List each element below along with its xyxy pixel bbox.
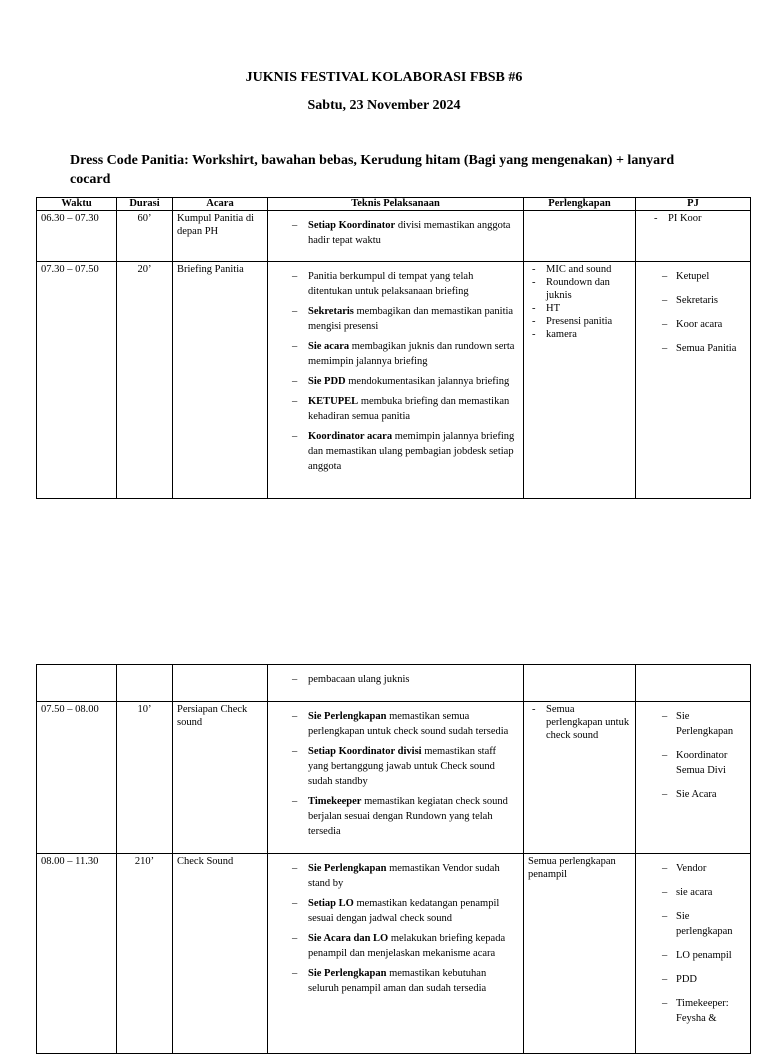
teknis-role: Timekeeper (308, 796, 362, 807)
list-item: – Sie Perlengkapan (640, 709, 746, 739)
cell-perlengkapan (524, 211, 636, 262)
header-teknis: Teknis Pelaksanaan (268, 198, 524, 211)
schedule-table-page-1 (36, 197, 751, 499)
header-durasi: Durasi (117, 198, 173, 211)
list-item: - Roundown dan juknis (528, 276, 631, 302)
table-row (37, 211, 751, 262)
cell-acara: Check Sound (173, 854, 268, 1054)
cell-teknis (268, 702, 524, 854)
teknis-item: – KETUPEL membuka briefing dan memastikan kehadiran semua panitia (272, 394, 517, 424)
teknis-role: Setiap Koordinator divisi (308, 746, 422, 757)
list-item: – Timekeeper: Feysha & (640, 996, 746, 1026)
list-item: – Sie perlengkapan (640, 909, 746, 939)
list-item: – Vendor (640, 861, 746, 876)
teknis-item: – Sie acara membagikan juknis dan rundown serta memimpin jalannya briefing (272, 339, 517, 369)
list-item: – LO penampil (640, 948, 746, 963)
header-perlengkapan: Perlengkapan (524, 198, 636, 211)
cell-acara (173, 665, 268, 702)
teknis-role: Setiap Koordinator (308, 220, 396, 231)
list-item: – Semua Panitia (640, 341, 746, 356)
list-item: - kamera (528, 328, 631, 341)
teknis-item: – Panitia berkumpul di tempat yang telah ditentukan untuk pelaksanaan briefing (272, 269, 517, 299)
teknis-item: – Setiap LO memastikan kedatangan penampil sesuai dengan jadwal check sound (272, 896, 517, 926)
teknis-role: Setiap LO (308, 898, 354, 909)
teknis-role: Sie Perlengkapan (308, 711, 387, 722)
schedule-table-page-2 (36, 664, 751, 1054)
teknis-role: Sie PDD (308, 376, 346, 387)
cell-waktu: 06.30 – 07.30 (37, 211, 117, 262)
teknis-role: Koordinator acara (308, 431, 393, 442)
cell-perlengkapan (524, 665, 636, 702)
list-item: – Sekretaris (640, 293, 746, 308)
cell-waktu: 07.50 – 08.00 (37, 702, 117, 854)
table-row (37, 702, 751, 854)
list-item: – PDD (640, 972, 746, 987)
teknis-item: – Sie Perlengkapan memastikan kebutuhan seluruh penampil aman dan sudah tersedia (272, 966, 517, 996)
cell-pj (636, 262, 751, 499)
table-row (37, 262, 751, 499)
teknis-item: – pembacaan ulang juknis (272, 672, 517, 687)
dress-code: Dress Code Panitia: Workshirt, bawahan bebas, Kerudung hitam (Bagi yang mengenakan) + lanyard cocard (70, 153, 675, 187)
cell-teknis (268, 211, 524, 262)
teknis-item: – Koordinator acara memimpin jalannya briefing dan memastikan ulang pembagian jobdesk setiap anggota (272, 429, 517, 474)
teknis-item: – Sie Acara dan LO melakukan briefing kepada penampil dan menjelaskan mekanisme acara (272, 931, 517, 961)
cell-durasi: 210’ (117, 854, 173, 1054)
list-item: - MIC and sound (528, 263, 631, 276)
cell-pj (636, 702, 751, 854)
list-item: - Semua perlengkapan untuk check sound (528, 703, 631, 742)
cell-perlengkapan (524, 702, 636, 854)
header-waktu: Waktu (37, 198, 117, 211)
table-header-row (37, 198, 751, 211)
teknis-role: Sie Perlengkapan (308, 863, 387, 874)
table-row (37, 665, 751, 702)
document-title: JUKNIS FESTIVAL KOLABORASI FBSB #6 (245, 70, 523, 85)
cell-perlengkapan: Semua perlengkapan penampil (524, 854, 636, 1054)
list-item: – Koor acara (640, 317, 746, 332)
teknis-role: Sie acara (308, 341, 350, 352)
teknis-role: Sie Perlengkapan (308, 968, 387, 979)
header-acara: Acara (173, 198, 268, 211)
teknis-item: – Setiap Koordinator divisi memastikan staff yang bertanggung jawab untuk Check sound sudah standby (272, 744, 517, 789)
cell-durasi: 10’ (117, 702, 173, 854)
teknis-role: KETUPEL (308, 396, 359, 407)
teknis-item: – Sie Perlengkapan memastikan Vendor sudah stand by (272, 861, 517, 891)
teknis-item: – Timekeeper memastikan kegiatan check sound berjalan sesuai dengan Rundown yang telah tersedia (272, 794, 517, 839)
list-item: – Ketupel (640, 269, 746, 284)
cell-waktu: 08.00 – 11.30 (37, 854, 117, 1054)
list-item: - PI Koor (640, 212, 746, 225)
cell-durasi (117, 665, 173, 702)
cell-waktu (37, 665, 117, 702)
teknis-role: Sekretaris (308, 306, 354, 317)
cell-durasi: 20’ (117, 262, 173, 499)
teknis-item: – Sie PDD mendokumentasikan jalannya briefing (272, 374, 517, 389)
list-item: – Koordinator Semua Divi (640, 748, 746, 778)
cell-pj (636, 211, 751, 262)
list-item: - HT (528, 302, 631, 315)
cell-acara: Briefing Panitia (173, 262, 268, 499)
cell-teknis (268, 665, 524, 702)
cell-acara: Persiapan Check sound (173, 702, 268, 854)
cell-durasi: 60’ (117, 211, 173, 262)
list-item: – Sie Acara (640, 787, 746, 802)
cell-pj (636, 665, 751, 702)
cell-acara: Kumpul Panitia di depan PH (173, 211, 268, 262)
cell-perlengkapan (524, 262, 636, 499)
teknis-role: Sie Acara dan LO (308, 933, 389, 944)
teknis-item: – Sie Perlengkapan memastikan semua perlengkapan untuk check sound sudah tersedia (272, 709, 517, 739)
teknis-item: – Sekretaris membagikan dan memastikan panitia mengisi presensi (272, 304, 517, 334)
cell-teknis (268, 262, 524, 499)
teknis-item: – Setiap Koordinator divisi memastikan anggota hadir tepat waktu (272, 218, 517, 248)
header-pj: PJ (636, 198, 751, 211)
list-item: – sie acara (640, 885, 746, 900)
list-item: - Presensi panitia (528, 315, 631, 328)
cell-waktu: 07.30 – 07.50 (37, 262, 117, 499)
document-date: Sabtu, 23 November 2024 (307, 98, 461, 113)
